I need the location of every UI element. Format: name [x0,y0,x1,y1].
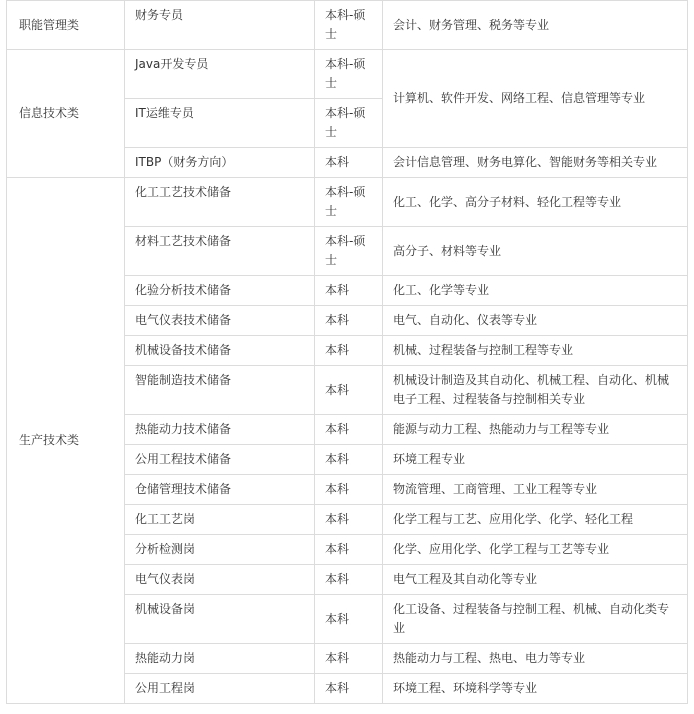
majors-cell: 化工、化学、高分子材料、轻化工程等专业 [383,178,688,227]
degree-cell: 本科 [315,535,383,565]
degree-cell: 本科-硕士 [315,99,383,148]
position-cell: 材料工艺技术储备 [125,227,315,276]
majors-cell: 电气、自动化、仪表等专业 [383,306,688,336]
category-cell: 信息技术类 [7,50,125,178]
degree-cell: 本科 [315,565,383,595]
job-requirements-table [6,0,688,704]
majors-cell: 化工、化学等专业 [383,276,688,306]
category-cell: 职能管理类 [7,1,125,50]
position-cell: 电气仪表技术储备 [125,306,315,336]
majors-cell: 会计信息管理、财务电算化、智能财务等相关专业 [383,148,688,178]
majors-cell: 化工设备、过程装备与控制工程、机械、自动化类专业 [383,595,688,644]
position-cell: 智能制造技术储备 [125,366,315,415]
position-cell: 化验分析技术储备 [125,276,315,306]
degree-cell: 本科-硕士 [315,50,383,99]
majors-cell: 环境工程、环境科学等专业 [383,674,688,704]
table-body [7,1,688,704]
degree-cell: 本科 [315,276,383,306]
position-cell: 化工工艺技术储备 [125,178,315,227]
table-row [7,50,688,99]
degree-cell: 本科 [315,148,383,178]
position-cell: 机械设备岗 [125,595,315,644]
position-cell: 公用工程岗 [125,674,315,704]
position-cell: Java开发专员 [125,50,315,99]
majors-cell: 热能动力与工程、热电、电力等专业 [383,644,688,674]
majors-cell: 计算机、软件开发、网络工程、信息管理等专业 [383,50,688,148]
majors-cell: 高分子、材料等专业 [383,227,688,276]
position-cell: ITBP（财务方向） [125,148,315,178]
degree-cell: 本科 [315,445,383,475]
position-cell: 分析检测岗 [125,535,315,565]
majors-cell: 能源与动力工程、热能动力与工程等专业 [383,415,688,445]
degree-cell: 本科 [315,306,383,336]
position-cell: IT运维专员 [125,99,315,148]
degree-cell: 本科 [315,415,383,445]
position-cell: 热能动力技术储备 [125,415,315,445]
majors-cell: 化学工程与工艺、应用化学、化学、轻化工程 [383,505,688,535]
degree-cell: 本科 [315,336,383,366]
degree-cell: 本科-硕士 [315,1,383,50]
degree-cell: 本科-硕士 [315,227,383,276]
majors-cell: 物流管理、工商管理、工业工程等专业 [383,475,688,505]
majors-cell: 机械、过程装备与控制工程等专业 [383,336,688,366]
majors-cell: 会计、财务管理、税务等专业 [383,1,688,50]
degree-cell: 本科 [315,505,383,535]
position-cell: 财务专员 [125,1,315,50]
degree-cell: 本科-硕士 [315,178,383,227]
degree-cell: 本科 [315,595,383,644]
degree-cell: 本科 [315,475,383,505]
table-row [7,1,688,50]
majors-cell: 化学、应用化学、化学工程与工艺等专业 [383,535,688,565]
position-cell: 化工工艺岗 [125,505,315,535]
position-cell: 仓储管理技术储备 [125,475,315,505]
degree-cell: 本科 [315,644,383,674]
majors-cell: 电气工程及其自动化等专业 [383,565,688,595]
category-cell: 生产技术类 [7,178,125,704]
position-cell: 公用工程技术储备 [125,445,315,475]
position-cell: 电气仪表岗 [125,565,315,595]
majors-cell: 环境工程专业 [383,445,688,475]
majors-cell: 机械设计制造及其自动化、机械工程、自动化、机械电子工程、过程装备与控制相关专业 [383,366,688,415]
position-cell: 热能动力岗 [125,644,315,674]
degree-cell: 本科 [315,674,383,704]
degree-cell: 本科 [315,366,383,415]
table-row [7,178,688,227]
position-cell: 机械设备技术储备 [125,336,315,366]
